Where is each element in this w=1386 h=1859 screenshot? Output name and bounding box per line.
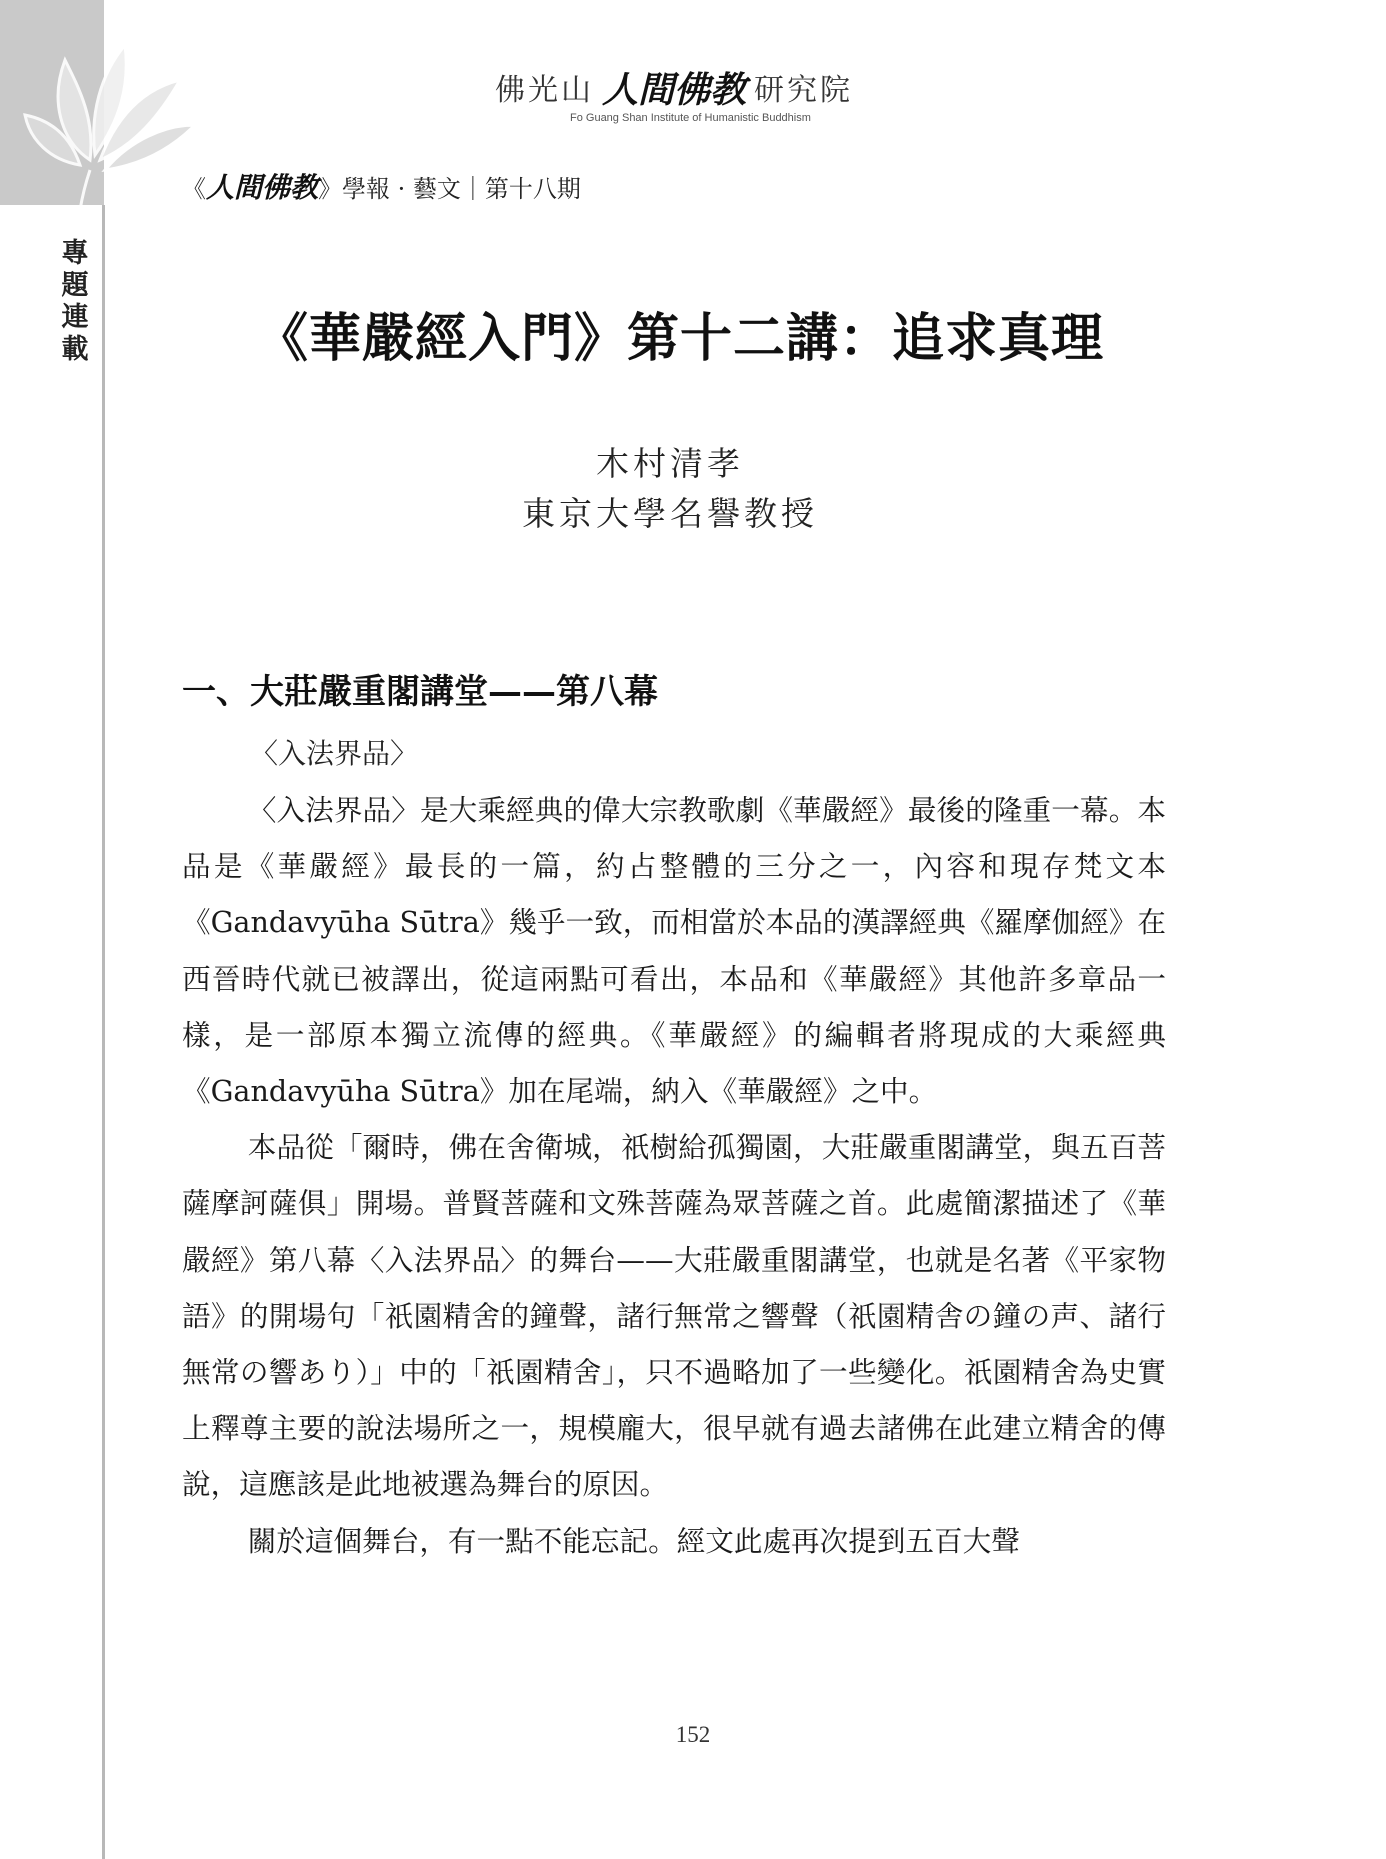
body-paragraph: 本品從「爾時，佛在舍衛城，祇樹給孤獨園，大莊嚴重閣講堂，與五百菩薩摩訶薩俱」開場。普賢菩薩和文殊菩薩為眾菩薩之首。此處簡潔描述了《華嚴經》第八幕〈入法界品〉的舞台——大莊嚴重閣講堂，也就是名著《平家物語》的開場句「祇園精舍的鐘聲，諸行無常之響聲（祇園精舎の鐘の声、諸行無常の響あり）」中的「祇園精舍」，只不過略加了一些變化。祇園精舍為史實上釋尊主要的說法場所之一，規模龐大，很早就有過去諸佛在此建立精舍的傳說，這應該是此地被選為舞台的原因。 [182,1130,1166,1502]
vertical-char: 載 [61,334,89,365]
journal-header [182,166,581,206]
page-number: 152 [675,1722,711,1747]
vertical-char: 連 [61,302,89,333]
journal-open: 《 [182,174,206,203]
author-affiliation: 東京大學名譽教授 [522,494,818,533]
institute-suffix: 研究院 [754,73,854,108]
institute-prefix: 佛光山 [495,73,594,108]
body-paragraph: 關於這個舞台，有一點不能忘記。經文此處再次提到五百大聲 [247,1523,1020,1558]
article-title: 《華嚴經入門》第十二講：追求真理 [255,308,1104,369]
vertical-char: 專 [61,238,89,269]
section-heading: 一、大莊嚴重閣講堂——第八幕 [182,672,658,712]
vertical-char: 題 [61,270,89,301]
series-vertical-label [58,238,92,366]
body-paragraph: 〈入法界品〉是大乘經典的偉大宗教歌劇《華嚴經》最後的隆重一幕。本品是《華嚴經》最長的一篇，約占整體的三分之一，內容和現存梵文本《Gandavyūha Sūtra》幾乎一致，而相當於本品的漢譯經典《羅摩伽經》在西晉時代就已被譯出，從這兩點可看出，本品和《華嚴經》其他許多章品一樣，是一部原本獨立流傳的經典。《華嚴經》的編輯者將現成的大乘經典《Gandavyūha Sūtra》加在尾端，納入《華嚴經》之中。 [182,793,1166,1109]
institute-english-name: Fo Guang Shan Institute of Humanistic Buddhism [570,112,811,124]
institute-name [495,62,935,112]
article-body [182,782,1166,1569]
sidebar-divider [102,205,105,1859]
journal-issue: 》學報 · 藝文｜第十八期 [318,174,581,203]
sub-heading: 〈入法界品〉 [250,737,419,770]
institute-brand-logo: 人間佛教 [602,68,747,111]
journal-brand-logo: 人間佛教 [206,171,319,204]
article-author: 木村清孝 [596,444,744,483]
lotus-logo-icon [20,20,205,210]
